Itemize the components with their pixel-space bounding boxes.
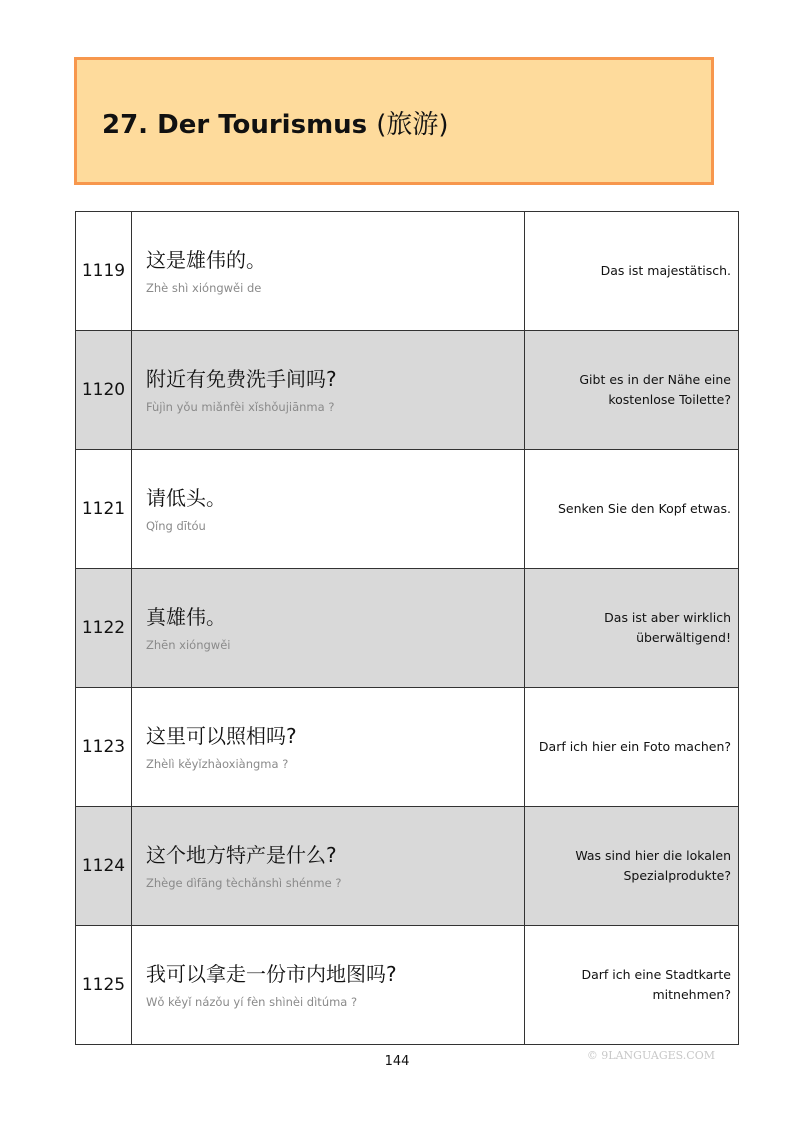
- phrase-chinese: 这是雄伟的。: [146, 248, 266, 272]
- phrase-pinyin: Zhēn xióngwěi: [146, 638, 231, 652]
- phrase-chinese: 这个地方特产是什么?: [146, 843, 337, 867]
- phrase-chinese-cell: [132, 807, 525, 926]
- phrase-number: 1120: [76, 331, 132, 450]
- phrase-german: Das ist majestätisch.: [525, 212, 739, 331]
- phrase-number: 1122: [76, 569, 132, 688]
- phrase-chinese-cell: [132, 331, 525, 450]
- chapter-title: [102, 104, 449, 141]
- phrase-pinyin: Wǒ kěyǐ názǒu yí fèn shìnèi dìtúma ?: [146, 995, 358, 1009]
- table-row: [76, 450, 739, 569]
- page-number: 144: [384, 1054, 410, 1069]
- phrase-number: 1125: [76, 926, 132, 1045]
- table-row: [76, 926, 739, 1045]
- phrase-pinyin: Zhè shì xióngwěi de: [146, 281, 262, 295]
- table-row: [76, 331, 739, 450]
- phrase-german: Darf ich eine Stadtkarte mitnehmen?: [525, 926, 739, 1045]
- phrase-chinese-cell: [132, 688, 525, 807]
- phrase-number: 1124: [76, 807, 132, 926]
- phrase-chinese-cell: [132, 450, 525, 569]
- phrase-pinyin: Qǐng dītóu: [146, 519, 206, 533]
- phrase-german: Gibt es in der Nähe eine kostenlose Toilette?: [525, 331, 739, 450]
- phrase-number: 1119: [76, 212, 132, 331]
- phrase-chinese-cell: [132, 569, 525, 688]
- phrase-german: Senken Sie den Kopf etwas.: [525, 450, 739, 569]
- phrase-chinese: 这里可以照相吗?: [146, 724, 297, 748]
- phrase-german: Was sind hier die lokalen Spezialprodukte?: [525, 807, 739, 926]
- chapter-title-german: 27. Der Tourismus: [102, 110, 368, 140]
- phrase-pinyin: Zhèlì kěyǐzhàoxiàngma ?: [146, 757, 289, 771]
- table-row: [76, 569, 739, 688]
- phrase-number: 1123: [76, 688, 132, 807]
- phrase-number: 1121: [76, 450, 132, 569]
- chapter-title-chinese: (旅游): [376, 110, 449, 140]
- phrase-pinyin: Fùjìn yǒu miǎnfèi xǐshǒujiānma ?: [146, 400, 335, 414]
- phrase-table: [75, 211, 739, 1045]
- chapter-title-box: [74, 57, 714, 185]
- phrase-chinese: 真雄伟。: [146, 605, 226, 629]
- watermark: © 9LANGUAGES.COM: [586, 1049, 715, 1062]
- table-row: [76, 688, 739, 807]
- phrase-chinese: 附近有免费洗手间吗?: [146, 367, 337, 391]
- phrase-pinyin: Zhège dìfāng tèchǎnshì shénme ?: [146, 876, 342, 890]
- table-row: [76, 212, 739, 331]
- phrase-german: Darf ich hier ein Foto machen?: [525, 688, 739, 807]
- phrase-german: Das ist aber wirklich überwältigend!: [525, 569, 739, 688]
- phrase-chinese-cell: [132, 926, 525, 1045]
- phrase-chinese-cell: [132, 212, 525, 331]
- table-row: [76, 807, 739, 926]
- phrase-chinese: 请低头。: [146, 486, 226, 510]
- phrase-chinese: 我可以拿走一份市内地图吗?: [146, 962, 397, 986]
